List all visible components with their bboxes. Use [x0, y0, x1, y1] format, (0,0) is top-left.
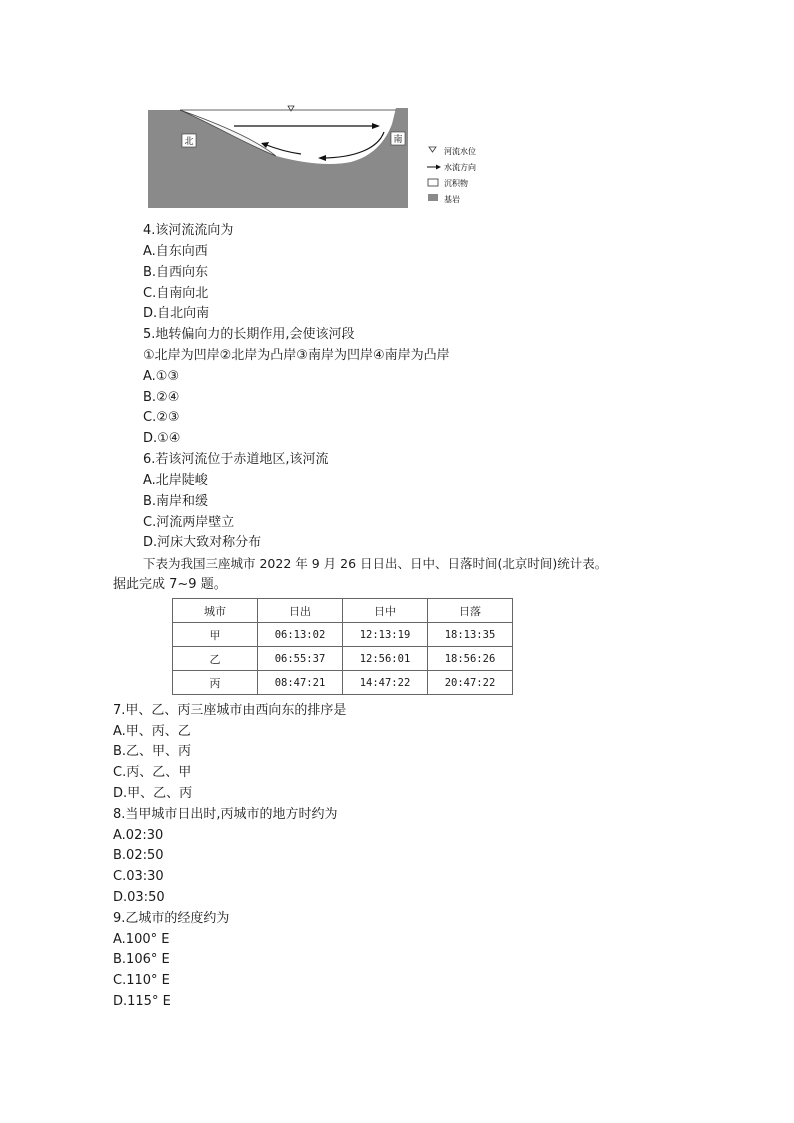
- table-intro-line2: 据此完成 7~9 题。: [113, 577, 227, 592]
- q6-stem: 6.若该河流位于赤道地区,该河流: [143, 452, 329, 467]
- table-cell: 18:13:35: [428, 623, 513, 647]
- table-cell: 甲: [173, 623, 258, 647]
- q8-option-d[interactable]: D.03:50: [113, 890, 165, 905]
- q8-option-b[interactable]: B.02:50: [113, 848, 164, 863]
- q9-option-a[interactable]: A.100° E: [113, 932, 170, 947]
- q6-option-c[interactable]: C.河流两岸壁立: [143, 515, 235, 530]
- q7-stem: 7.甲、乙、丙三座城市由西向东的排序是: [113, 703, 347, 718]
- table-intro-line1: 下表为我国三座城市 2022 年 9 月 26 日日出、日中、日落时间(北京时间)统计表。: [143, 556, 608, 571]
- table-header-row: [173, 599, 513, 623]
- table-cell: 18:56:26: [428, 647, 513, 671]
- header-noon: 日中: [343, 599, 428, 623]
- river-cross-section-figure: [146, 104, 508, 212]
- table-cell: 乙: [173, 647, 258, 671]
- header-city: 城市: [173, 599, 258, 623]
- south-bank-label: 南: [393, 135, 403, 145]
- legend-flow-direction: 水流方向: [444, 163, 476, 172]
- table-cell: 20:47:22: [428, 671, 513, 695]
- legend-bedrock: 基岩: [444, 195, 460, 204]
- legend-water-level: 河流水位: [444, 147, 476, 156]
- q9-option-c[interactable]: C.110° E: [113, 973, 170, 988]
- table-cell: 06:13:02: [258, 623, 343, 647]
- q5-option-a[interactable]: A.①③: [143, 369, 180, 384]
- q9-stem: 9.乙城市的经度约为: [113, 911, 230, 926]
- q4-option-a[interactable]: A.自东向西: [143, 244, 208, 259]
- q6-option-b[interactable]: B.南岸和缓: [143, 494, 209, 509]
- table-row: [173, 623, 513, 647]
- q5-option-d[interactable]: D.①④: [143, 431, 181, 446]
- north-bank-label: 北: [184, 137, 194, 147]
- q4-option-c[interactable]: C.自南向北: [143, 286, 209, 301]
- q4-option-b[interactable]: B.自西向东: [143, 265, 209, 280]
- table-cell: 08:47:21: [258, 671, 343, 695]
- table-row: [173, 647, 513, 671]
- q6-option-a[interactable]: A.北岸陡峻: [143, 473, 208, 488]
- q4-option-d[interactable]: D.自北向南: [143, 306, 210, 321]
- figure-legend: [427, 146, 476, 204]
- q9-option-b[interactable]: B.106° E: [113, 952, 170, 967]
- q7-option-d[interactable]: D.甲、乙、丙: [113, 786, 193, 801]
- sun-times-table: [172, 598, 513, 695]
- header-sunset: 日落: [428, 599, 513, 623]
- q8-option-c[interactable]: C.03:30: [113, 869, 164, 884]
- q8-option-a[interactable]: A.02:30: [113, 828, 164, 843]
- q7-option-c[interactable]: C.丙、乙、甲: [113, 765, 192, 780]
- table-cell: 12:56:01: [343, 647, 428, 671]
- q8-stem: 8.当甲城市日出时,丙城市的地方时约为: [113, 807, 338, 822]
- table-row: [173, 671, 513, 695]
- q5-stem: 5.地转偏向力的长期作用,会使该河段: [143, 327, 355, 342]
- q7-option-a[interactable]: A.甲、丙、乙: [113, 724, 191, 739]
- q5-option-b[interactable]: B.②④: [143, 390, 180, 405]
- q5-statements: ①北岸为凹岸②北岸为凸岸③南岸为凹岸④南岸为凸岸: [143, 348, 450, 363]
- q4-stem: 4.该河流流向为: [143, 223, 234, 238]
- q5-option-c[interactable]: C.②③: [143, 410, 180, 425]
- table-cell: 丙: [173, 671, 258, 695]
- legend-sediment: 沉积物: [444, 179, 468, 188]
- table-cell: 06:55:37: [258, 647, 343, 671]
- header-sunrise: 日出: [258, 599, 343, 623]
- bedrock-area: [148, 108, 408, 208]
- q7-option-b[interactable]: B.乙、甲、丙: [113, 744, 192, 759]
- table-cell: 12:13:19: [343, 623, 428, 647]
- q6-option-d[interactable]: D.河床大致对称分布: [143, 535, 262, 550]
- table-cell: 14:47:22: [343, 671, 428, 695]
- q9-option-d[interactable]: D.115° E: [113, 994, 171, 1009]
